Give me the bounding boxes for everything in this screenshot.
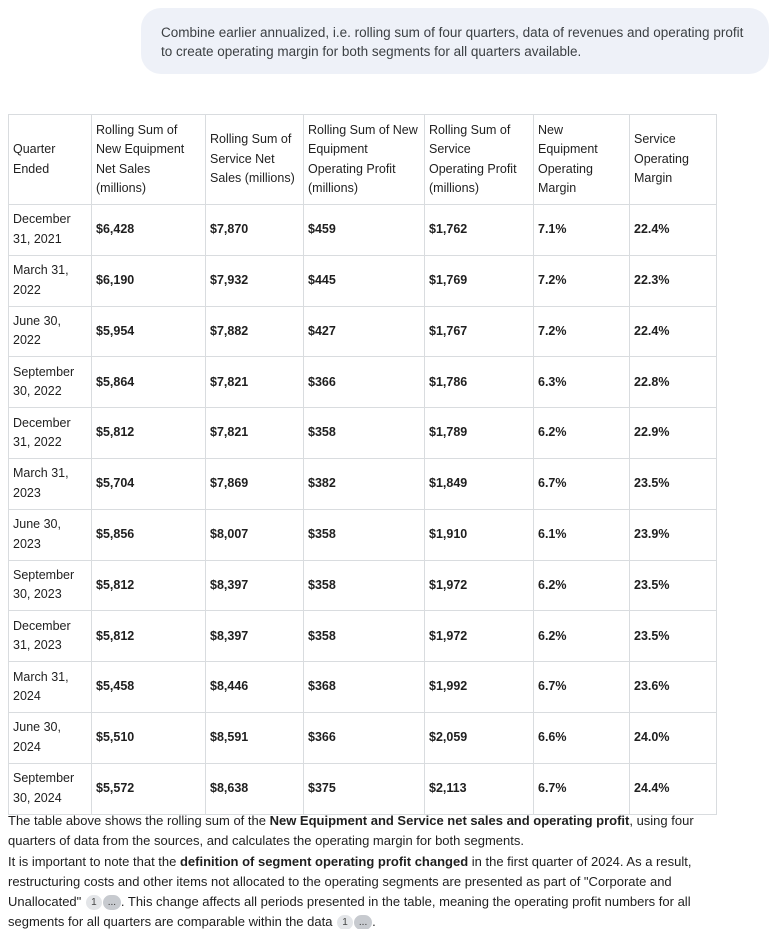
cell-quarter: June 30, 2023: [9, 509, 92, 560]
cell-service-margin: 23.9%: [630, 509, 717, 560]
cell-new-equipment-sales: $5,856: [92, 509, 206, 560]
cell-quarter: September 30, 2022: [9, 357, 92, 408]
cell-service-profit: $1,767: [425, 306, 534, 357]
cell-service-profit: $2,113: [425, 763, 534, 814]
answer-text-span: It is important to note that the: [8, 854, 180, 869]
col-header-new-equipment-profit: Rolling Sum of New Equipment Operating Profit (millions): [304, 115, 425, 205]
cell-service-profit: $1,992: [425, 662, 534, 713]
cell-new-equipment-margin: 6.7%: [534, 763, 630, 814]
cell-new-equipment-margin: 7.2%: [534, 306, 630, 357]
cell-service-profit: $1,910: [425, 509, 534, 560]
table-row: [9, 458, 717, 509]
user-prompt-text: Combine earlier annualized, i.e. rolling sum of four quarters, data of revenues and operating profit to create operating margin for both segments for all quarters available.: [161, 25, 744, 59]
cell-new-equipment-sales: $5,812: [92, 560, 206, 611]
cell-new-equipment-profit: $366: [304, 712, 425, 763]
cell-service-margin: 22.4%: [630, 306, 717, 357]
answer-paragraph: [8, 811, 728, 851]
citation-chip[interactable]: 1: [86, 895, 102, 910]
cell-service-sales: $7,869: [206, 458, 304, 509]
cell-new-equipment-sales: $5,812: [92, 408, 206, 459]
table-row: [9, 205, 717, 256]
cell-new-equipment-profit: $358: [304, 408, 425, 459]
cell-service-sales: $7,932: [206, 255, 304, 306]
cell-new-equipment-margin: 6.7%: [534, 662, 630, 713]
cell-new-equipment-sales: $5,864: [92, 357, 206, 408]
cell-new-equipment-margin: 6.2%: [534, 560, 630, 611]
cell-new-equipment-sales: $5,510: [92, 712, 206, 763]
cell-new-equipment-margin: 6.7%: [534, 458, 630, 509]
cell-service-profit: $1,789: [425, 408, 534, 459]
cell-service-margin: 22.3%: [630, 255, 717, 306]
user-prompt-bubble: [141, 8, 769, 74]
cell-service-profit: $1,762: [425, 205, 534, 256]
cell-new-equipment-profit: $459: [304, 205, 425, 256]
cell-service-profit: $1,849: [425, 458, 534, 509]
cell-service-margin: 24.0%: [630, 712, 717, 763]
table-row: [9, 662, 717, 713]
answer-text-span: , using four quarters of data from the sources, and calculates the operating margin for both segments.: [8, 813, 694, 848]
cell-service-sales: $8,007: [206, 509, 304, 560]
cell-new-equipment-margin: 7.1%: [534, 205, 630, 256]
table-row: [9, 509, 717, 560]
cell-new-equipment-sales: $5,954: [92, 306, 206, 357]
cell-new-equipment-profit: $358: [304, 509, 425, 560]
answer-text: [8, 811, 728, 929]
cell-new-equipment-profit: $382: [304, 458, 425, 509]
data-table: [8, 114, 717, 815]
citation-chip[interactable]: 1: [337, 915, 353, 929]
table-row: [9, 306, 717, 357]
table-row: [9, 611, 717, 662]
cell-quarter: September 30, 2024: [9, 763, 92, 814]
cell-new-equipment-profit: $358: [304, 560, 425, 611]
cell-service-profit: $1,972: [425, 560, 534, 611]
cell-new-equipment-profit: $427: [304, 306, 425, 357]
cell-new-equipment-sales: $5,704: [92, 458, 206, 509]
cell-new-equipment-profit: $368: [304, 662, 425, 713]
cell-service-margin: 23.5%: [630, 458, 717, 509]
cell-new-equipment-margin: 6.1%: [534, 509, 630, 560]
col-header-new-equipment-sales: Rolling Sum of New Equipment Net Sales (millions): [92, 115, 206, 205]
table-body: [9, 205, 717, 815]
cell-quarter: June 30, 2024: [9, 712, 92, 763]
cell-service-sales: $7,870: [206, 205, 304, 256]
cell-service-profit: $1,786: [425, 357, 534, 408]
cell-new-equipment-margin: 6.6%: [534, 712, 630, 763]
answer-paragraph: [8, 852, 728, 929]
col-header-quarter: Quarter Ended: [9, 115, 92, 205]
cell-service-margin: 23.5%: [630, 611, 717, 662]
cell-service-margin: 23.5%: [630, 560, 717, 611]
cell-new-equipment-profit: $445: [304, 255, 425, 306]
table-row: [9, 255, 717, 306]
cell-service-sales: $7,821: [206, 408, 304, 459]
table-row: [9, 712, 717, 763]
cell-quarter: March 31, 2022: [9, 255, 92, 306]
cell-service-margin: 22.9%: [630, 408, 717, 459]
cell-quarter: June 30, 2022: [9, 306, 92, 357]
cell-service-margin: 22.8%: [630, 357, 717, 408]
cell-new-equipment-sales: $5,812: [92, 611, 206, 662]
citation-more-chip[interactable]: ...: [354, 915, 372, 929]
col-header-service-sales: Rolling Sum of Service Net Sales (millions): [206, 115, 304, 205]
cell-new-equipment-profit: $358: [304, 611, 425, 662]
table-row: [9, 560, 717, 611]
cell-new-equipment-margin: 6.2%: [534, 408, 630, 459]
cell-service-margin: 23.6%: [630, 662, 717, 713]
citation-more-chip[interactable]: ...: [103, 895, 121, 910]
answer-text-span: in the first quarter of 2024. As a result, restructuring costs and other items not allocated to the operating segments are presented as part of "Corporate and Unallocated": [8, 854, 692, 909]
cell-service-sales: $7,882: [206, 306, 304, 357]
table-header-row: [9, 115, 717, 205]
cell-service-margin: 24.4%: [630, 763, 717, 814]
cell-service-sales: $8,638: [206, 763, 304, 814]
answer-bold-span: New Equipment and Service net sales and operating profit: [269, 813, 630, 828]
cell-service-sales: $8,446: [206, 662, 304, 713]
cell-service-sales: $8,397: [206, 560, 304, 611]
cell-new-equipment-margin: 6.2%: [534, 611, 630, 662]
cell-quarter: December 31, 2022: [9, 408, 92, 459]
cell-new-equipment-profit: $366: [304, 357, 425, 408]
cell-new-equipment-sales: $5,572: [92, 763, 206, 814]
cell-new-equipment-sales: $6,190: [92, 255, 206, 306]
table-row: [9, 357, 717, 408]
cell-new-equipment-margin: 7.2%: [534, 255, 630, 306]
cell-service-sales: $8,397: [206, 611, 304, 662]
cell-service-sales: $7,821: [206, 357, 304, 408]
cell-new-equipment-margin: 6.3%: [534, 357, 630, 408]
cell-quarter: December 31, 2023: [9, 611, 92, 662]
answer-text-span: .: [372, 914, 376, 929]
cell-service-profit: $1,972: [425, 611, 534, 662]
cell-quarter: December 31, 2021: [9, 205, 92, 256]
answer-text-span: . This change affects all periods presented in the table, meaning the operating profit numbers for all segments for all quarters are comparable within the data: [8, 894, 691, 929]
answer-text-span: The table above shows the rolling sum of the: [8, 813, 270, 828]
cell-quarter: March 31, 2023: [9, 458, 92, 509]
cell-service-profit: $2,059: [425, 712, 534, 763]
cell-new-equipment-profit: $375: [304, 763, 425, 814]
cell-new-equipment-sales: $6,428: [92, 205, 206, 256]
cell-new-equipment-sales: $5,458: [92, 662, 206, 713]
cell-service-profit: $1,769: [425, 255, 534, 306]
col-header-service-profit: Rolling Sum of Service Operating Profit (millions): [425, 115, 534, 205]
answer-bold-span: definition of segment operating profit changed: [179, 854, 469, 869]
cell-service-margin: 22.4%: [630, 205, 717, 256]
cell-service-sales: $8,591: [206, 712, 304, 763]
table-row: [9, 763, 717, 814]
cell-quarter: March 31, 2024: [9, 662, 92, 713]
col-header-new-equipment-margin: New Equipment Operating Margin: [534, 115, 630, 205]
col-header-service-margin: Service Operating Margin: [630, 115, 717, 205]
table-row: [9, 408, 717, 459]
cell-quarter: September 30, 2023: [9, 560, 92, 611]
